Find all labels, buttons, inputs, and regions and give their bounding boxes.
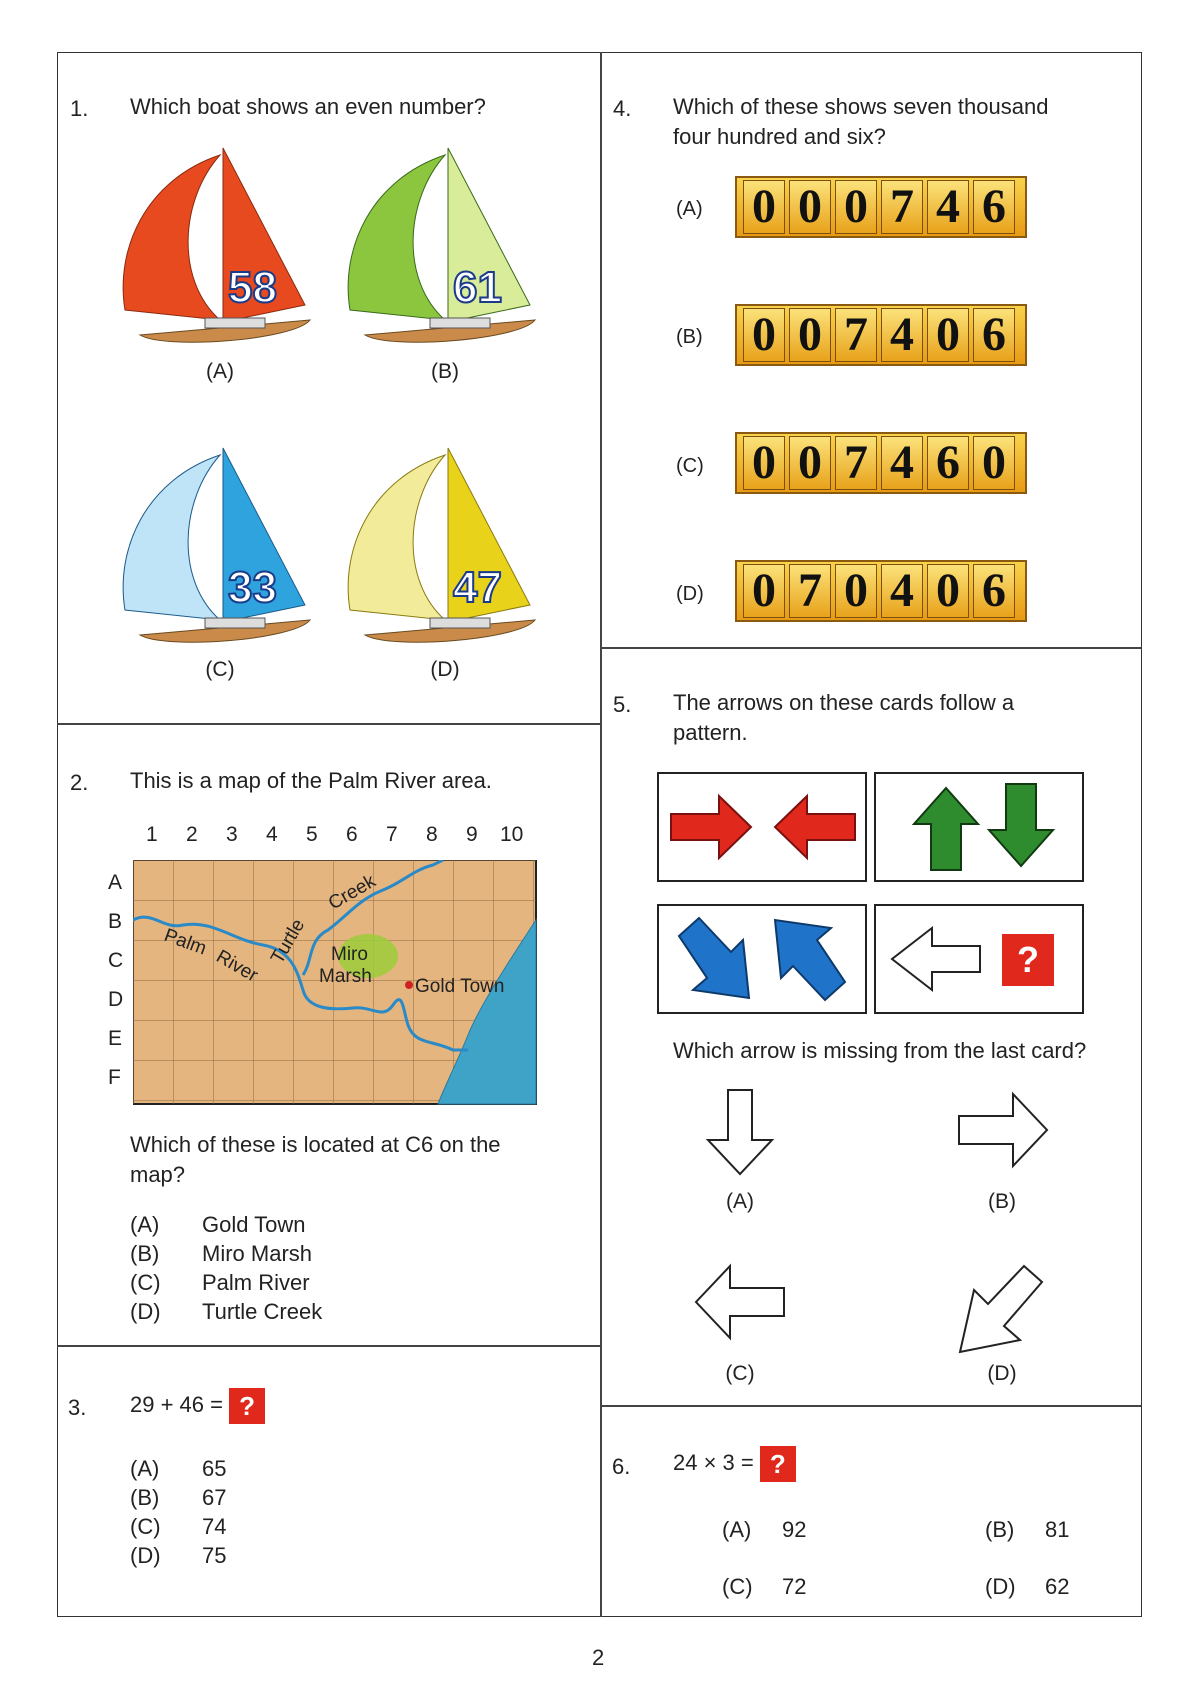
gold-town-dot [405, 981, 413, 989]
boat-b-label: (B) [431, 360, 459, 383]
q3-option-c[interactable] [130, 1514, 226, 1543]
col-10: 10 [500, 823, 524, 846]
q5-text-line1: The arrows on these cards follow a [673, 690, 1015, 715]
divider-q2-q3 [57, 1345, 601, 1347]
map-label-gold-town: Gold Town [415, 976, 505, 997]
map-column-headers [133, 823, 537, 853]
q3-option-letter: (C) [130, 1514, 161, 1539]
outline-arrow-left-icon [892, 928, 980, 990]
pattern-card-3 [657, 904, 867, 1014]
divider-q5-q6 [600, 1405, 1141, 1407]
q2-option-text: Gold Town [202, 1212, 306, 1237]
q6-option-letter: (A) [722, 1517, 752, 1542]
boat-b-number: 61 [453, 263, 502, 312]
q4-option-b-counter[interactable] [735, 304, 1027, 366]
digit: 0 [789, 308, 831, 362]
column-divider [600, 52, 602, 1617]
q6-option-d[interactable] [985, 1574, 1069, 1600]
q2-option-letter: (B) [130, 1241, 160, 1266]
q2-question: Which of these is located at C6 on the map? [130, 1132, 501, 1187]
boat-d-image[interactable] [330, 440, 550, 655]
q3-options [130, 1456, 226, 1572]
boat-c-number: 33 [228, 563, 277, 612]
col-6: 6 [346, 823, 358, 846]
q3-option-letter: (A) [130, 1456, 160, 1481]
digit: 6 [973, 564, 1015, 618]
q3-option-a[interactable] [130, 1456, 226, 1485]
q2-option-text: Palm River [202, 1270, 310, 1295]
q2-text: This is a map of the Palm River area. [130, 768, 492, 793]
digit: 7 [881, 180, 923, 234]
digit: 7 [789, 564, 831, 618]
q2-option-d[interactable] [130, 1299, 322, 1328]
q2-option-text: Turtle Creek [202, 1299, 323, 1324]
pattern-card-1 [657, 772, 867, 882]
red-arrow-right-icon [671, 796, 751, 858]
q2-options [130, 1212, 322, 1328]
col-4: 4 [266, 823, 278, 846]
q3-number: 3. [68, 1395, 87, 1420]
q4-option-d-counter[interactable] [735, 560, 1027, 622]
q3-unknown-box: ? [229, 1388, 265, 1424]
digit: 0 [743, 308, 785, 362]
q6-equation [673, 1446, 796, 1482]
digit: 0 [835, 564, 877, 618]
q5-option-a-down-arrow-icon[interactable] [700, 1088, 780, 1178]
q2-number: 2. [70, 770, 89, 795]
digit: 4 [881, 564, 923, 618]
q5-option-b-right-arrow-icon[interactable] [955, 1090, 1050, 1170]
q5-option-c-label: (C) [725, 1362, 755, 1385]
q5-option-d-label: (D) [987, 1362, 1017, 1385]
q3-option-text: 74 [202, 1514, 227, 1539]
q2-option-letter: (A) [130, 1212, 160, 1237]
col-2: 2 [186, 823, 198, 846]
page-number: 2 [592, 1645, 605, 1670]
col-8: 8 [426, 823, 438, 846]
digit: 6 [927, 436, 969, 490]
boat-a-sail-back [123, 155, 220, 320]
digit: 7 [835, 436, 877, 490]
green-arrow-down-icon [989, 784, 1053, 866]
q4-option-c-letter: (C) [676, 455, 704, 477]
q6-option-letter: (B) [985, 1517, 1015, 1542]
divider-q4-q5 [600, 647, 1141, 649]
pattern-card-4 [874, 904, 1084, 1014]
q5-option-d-down-left-arrow-icon[interactable] [950, 1262, 1045, 1357]
q2-option-a[interactable] [130, 1212, 322, 1241]
q6-unknown-box: ? [760, 1446, 796, 1482]
q6-option-text: 92 [782, 1517, 807, 1542]
q5-option-b-label: (B) [988, 1190, 1016, 1213]
digit: 0 [789, 436, 831, 490]
boat-a-number: 58 [228, 263, 277, 312]
blue-arrow-up-left-icon [775, 920, 845, 1000]
q3-expression: 29 + 46 = [130, 1391, 223, 1417]
boat-c-image[interactable] [105, 440, 325, 655]
map-label-miro: Miro [331, 944, 368, 965]
map-label-marsh: Marsh [319, 966, 372, 987]
boat-b-sail-back [348, 155, 445, 320]
digit: 6 [973, 308, 1015, 362]
digit: 7 [835, 308, 877, 362]
q5-option-c-left-arrow-icon[interactable] [693, 1262, 788, 1342]
q3-option-text: 67 [202, 1485, 227, 1510]
q6-number: 6. [612, 1454, 631, 1479]
digit: 4 [927, 180, 969, 234]
q3-option-b[interactable] [130, 1485, 226, 1514]
q4-option-c-counter[interactable] [735, 432, 1027, 494]
boat-c-label: (C) [205, 658, 235, 681]
digit: 6 [973, 180, 1015, 234]
q4-option-a-counter[interactable] [735, 176, 1027, 238]
q6-option-text: 81 [1045, 1517, 1070, 1542]
boat-d-sail-back [348, 455, 445, 620]
row-c: C [108, 949, 124, 972]
q3-equation [130, 1388, 265, 1424]
map-row-headers [108, 858, 133, 1098]
q1-text: Which boat shows an even number? [130, 94, 486, 119]
map-label-creek: Creek [325, 870, 380, 915]
q6-option-letter: (C) [722, 1574, 753, 1599]
red-arrow-left-icon [775, 796, 855, 858]
q3-option-letter: (B) [130, 1485, 160, 1510]
q6-option-c[interactable] [722, 1574, 806, 1600]
digit: 0 [743, 436, 785, 490]
q5-unknown-box: ? [1002, 934, 1054, 986]
map-label-river: River [212, 946, 262, 987]
q6-option-a[interactable] [722, 1517, 806, 1543]
digit: 0 [973, 436, 1015, 490]
boat-c-sail-back [123, 455, 220, 620]
q2-option-letter: (C) [130, 1270, 161, 1295]
q2-option-text: Miro Marsh [202, 1241, 313, 1266]
q5-question: Which arrow is missing from the last card? [673, 1038, 1087, 1063]
row-a: A [108, 871, 123, 894]
blue-arrow-down-right-icon [679, 918, 749, 998]
col-7: 7 [386, 823, 398, 846]
q2-option-letter: (D) [130, 1299, 161, 1324]
col-9: 9 [466, 823, 478, 846]
q5-option-a-label: (A) [726, 1190, 754, 1213]
q4-option-b-letter: (B) [676, 326, 703, 348]
q4-number: 4. [613, 96, 632, 121]
q6-option-text: 62 [1045, 1574, 1070, 1599]
row-b: B [108, 910, 123, 933]
q6-expression: 24 × 3 = [673, 1449, 754, 1475]
q4-text-line2: four hundred and six? [673, 124, 886, 149]
q2-option-c[interactable] [130, 1270, 322, 1299]
boat-d-number: 47 [453, 563, 502, 612]
q6-option-text: 72 [782, 1574, 807, 1599]
row-d: D [108, 988, 124, 1011]
divider-q1-q2 [57, 723, 601, 725]
digit: 0 [835, 180, 877, 234]
q3-option-text: 75 [202, 1543, 227, 1568]
boat-d-label: (D) [430, 658, 460, 681]
col-5: 5 [306, 823, 318, 846]
row-f: F [108, 1066, 121, 1089]
digit: 0 [927, 308, 969, 362]
digit: 0 [927, 564, 969, 618]
q2-option-b[interactable] [130, 1241, 322, 1270]
digit: 0 [743, 180, 785, 234]
boat-b-image[interactable] [330, 140, 550, 355]
pattern-card-2 [874, 772, 1084, 882]
q3-option-text: 65 [202, 1456, 227, 1481]
q1-number: 1. [70, 96, 89, 121]
digit: 4 [881, 308, 923, 362]
digit: 0 [789, 180, 831, 234]
q5-number: 5. [613, 692, 632, 717]
q5-text-line2: pattern. [673, 720, 748, 745]
q4-option-d-letter: (D) [676, 583, 704, 605]
map-label-palm: Palm [161, 924, 210, 960]
col-1: 1 [146, 823, 158, 846]
boat-a-label: (A) [206, 360, 234, 383]
q3-option-letter: (D) [130, 1543, 161, 1568]
col-3: 3 [226, 823, 238, 846]
digit: 4 [881, 436, 923, 490]
q3-option-d[interactable] [130, 1543, 226, 1572]
map-label-turtle: Turtle [267, 915, 310, 968]
boat-a-image[interactable] [105, 140, 325, 355]
q4-text-line1: Which of these shows seven thousand [673, 94, 1049, 119]
row-e: E [108, 1027, 123, 1050]
q4-option-a-letter: (A) [676, 198, 703, 220]
digit: 0 [743, 564, 785, 618]
q6-option-b[interactable] [985, 1517, 1069, 1543]
green-arrow-up-icon [914, 788, 978, 870]
palm-river-map[interactable] [133, 860, 538, 1106]
q6-option-letter: (D) [985, 1574, 1016, 1599]
